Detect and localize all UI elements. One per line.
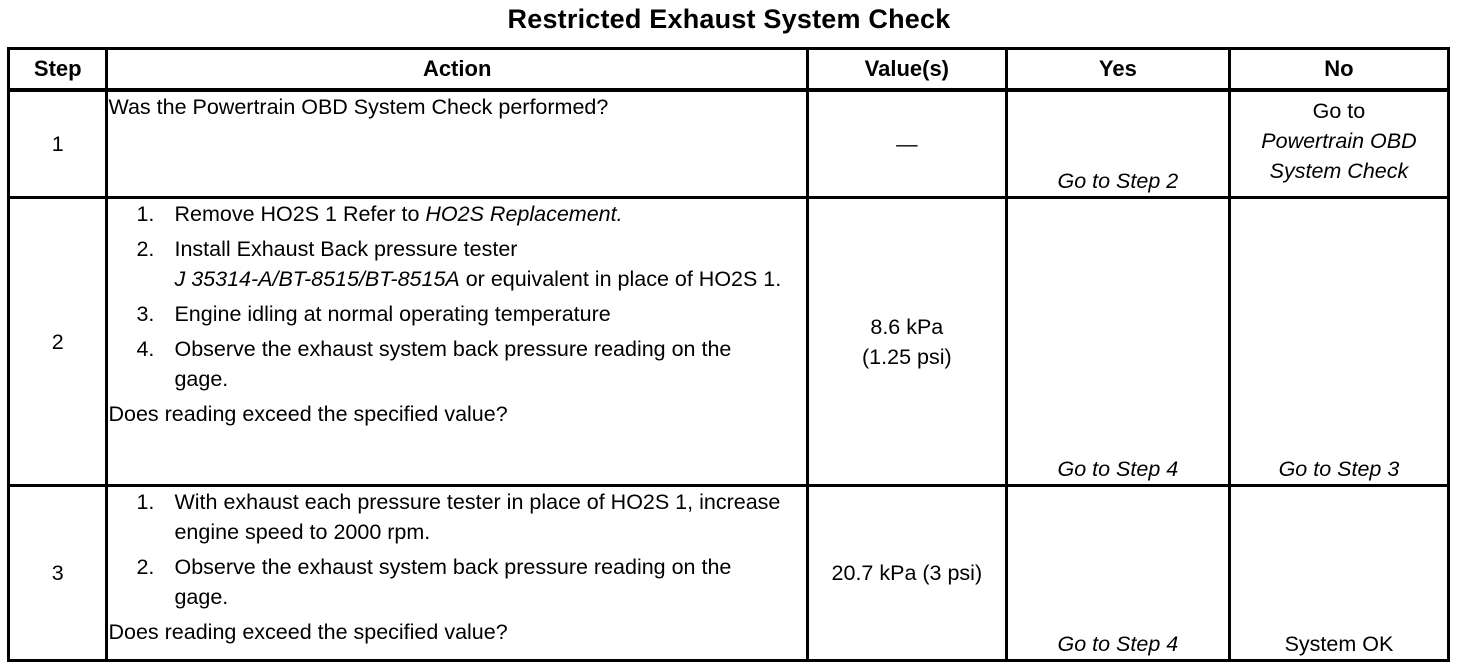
step-item-text: Observe the exhaust system back pressure reading on the gage. — [174, 555, 732, 609]
step-number: 2 — [9, 198, 107, 486]
no-link[interactable]: Go to Step 3 — [1229, 198, 1448, 486]
action-cell — [107, 90, 807, 198]
step-item-number: 4. — [136, 337, 155, 361]
header-step: Step — [9, 49, 107, 91]
action-cell — [107, 486, 807, 661]
step-item-text: Install Exhaust Back pressure tester — [174, 237, 518, 261]
action-question: Does reading exceed the specified value? — [108, 402, 508, 426]
value-cell: — — [807, 90, 1006, 198]
header-row — [9, 49, 1449, 91]
yes-link[interactable]: Go to Step 2 — [1006, 90, 1229, 198]
action-step-item — [108, 334, 805, 394]
action-step-item — [108, 234, 805, 294]
step-item-text: Observe the exhaust system back pressure reading on the gage. — [174, 337, 732, 391]
step-number: 1 — [9, 90, 107, 198]
no-cell — [1229, 90, 1448, 198]
page-title: Restricted Exhaust System Check — [507, 4, 951, 34]
table-row — [9, 198, 1449, 486]
step-item-text: Engine idling at normal operating temperature — [174, 302, 611, 326]
step-item-number: 1. — [136, 490, 155, 514]
step-item-text: With exhaust each pressure tester in place of HO2S 1, increase engine speed to 2000 rpm. — [174, 490, 781, 544]
step-item-text: or equivalent in place of HO2S 1. — [459, 267, 782, 291]
table-row — [9, 90, 1449, 198]
action-step-item — [108, 199, 805, 229]
header-values: Value(s) — [807, 49, 1006, 91]
action-steps — [108, 487, 805, 612]
tool-reference: J 35314-A/BT-8515/BT-8515A — [174, 267, 460, 291]
header-no: No — [1229, 49, 1448, 91]
step-item-number: 3. — [136, 302, 155, 326]
action-cell — [107, 198, 807, 486]
value-line1: 8.6 kPa — [870, 314, 944, 339]
step-item-number: 1. — [136, 202, 155, 226]
header-action: Action — [107, 49, 807, 91]
yes-link[interactable]: Go to Step 4 — [1006, 486, 1229, 661]
action-question: Does reading exceed the specified value? — [108, 620, 508, 644]
diagnostic-table — [7, 47, 1450, 662]
reference-link[interactable]: HO2S Replacement. — [425, 202, 623, 226]
value-line2: (1.25 psi) — [862, 344, 952, 369]
no-link-line1[interactable]: Powertrain OBD — [1261, 129, 1417, 153]
action-step-item — [108, 552, 805, 612]
step-item-number: 2. — [136, 555, 155, 579]
action-steps — [108, 199, 805, 394]
action-step-item — [108, 487, 805, 547]
no-link-line2[interactable]: System Check — [1269, 159, 1409, 183]
action-step-item — [108, 299, 805, 329]
yes-link[interactable]: Go to Step 4 — [1006, 198, 1229, 486]
value-cell — [807, 198, 1006, 486]
header-yes: Yes — [1006, 49, 1229, 91]
step-number: 3 — [9, 486, 107, 661]
no-result: System OK — [1229, 486, 1448, 661]
table-row — [9, 486, 1449, 661]
no-prefix: Go to — [1312, 99, 1366, 123]
action-question: Was the Powertrain OBD System Check performed? — [108, 95, 609, 119]
value-cell: 20.7 kPa (3 psi) — [807, 486, 1006, 661]
step-item-number: 2. — [136, 237, 155, 261]
step-item-text: Remove HO2S 1 Refer to — [174, 202, 426, 226]
